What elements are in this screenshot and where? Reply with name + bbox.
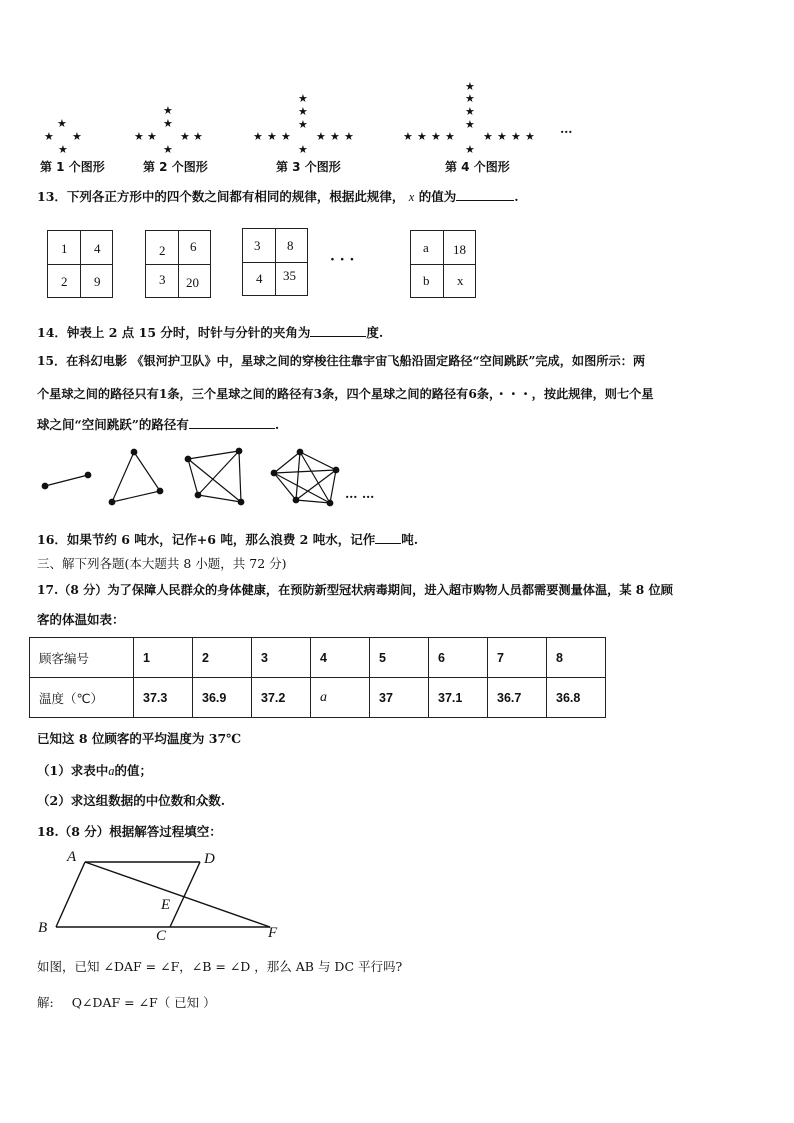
table-header-cell: 8 — [547, 638, 606, 678]
vertex-label-a: A — [67, 849, 77, 865]
q15-end: . — [274, 417, 280, 432]
vertex-label-b: B — [38, 920, 48, 936]
star-icon: ★ — [525, 130, 535, 143]
star-pattern-ellipsis: … — [560, 121, 573, 136]
question-15-line-3 — [37, 416, 279, 433]
star-icon: ★ — [298, 143, 308, 156]
square-cell: 4 — [256, 271, 263, 286]
square-cell: 2 — [61, 274, 68, 289]
square-cell: 1 — [61, 241, 68, 256]
star-icon: ★ — [298, 118, 308, 131]
square-cell: 35 — [283, 268, 296, 283]
q18-solution-label: 解: — [37, 995, 54, 1010]
table-row — [30, 678, 606, 718]
star-icon: ★ — [72, 130, 82, 143]
star-icon: ★ — [403, 130, 413, 143]
question-13 — [37, 188, 519, 205]
q13-var: x — [408, 190, 415, 204]
question-14 — [37, 324, 383, 341]
table-header-cell: 7 — [488, 638, 547, 678]
star-caption-4: 第 4 个图形 — [445, 160, 510, 174]
question-16 — [37, 531, 418, 548]
vertex-label-f: F — [268, 925, 278, 941]
star-icon: ★ — [465, 80, 475, 93]
table-cell: 37.3 — [134, 678, 193, 718]
star-icon: ★ — [445, 130, 455, 143]
q13-end: . — [514, 189, 519, 204]
square-cell: 2 — [159, 243, 166, 258]
star-icon: ★ — [58, 143, 68, 156]
q17-line-2: 客的体温如表： — [37, 612, 125, 627]
table-header-cell: 1 — [134, 638, 193, 678]
q17-sub-1 — [37, 763, 152, 779]
star-icon: ★ — [511, 130, 521, 143]
vertex-label-d: D — [204, 851, 215, 867]
vertex-label-c: C — [156, 928, 167, 944]
q18-question: 如图，已知 ∠DAF = ∠F，∠B = ∠D ，那么 AB 与 DC 平行吗? — [37, 959, 403, 974]
table-cell: 37.1 — [429, 678, 488, 718]
q18-solution-step: Q∠DAF = ∠F（ 已知 ） — [71, 995, 216, 1010]
star-icon: ★ — [497, 130, 507, 143]
table-cell: 36.9 — [193, 678, 252, 718]
table-cell: 37.2 — [252, 678, 311, 718]
star-caption-1: 第 1 个图形 — [40, 160, 105, 174]
q18-solution — [37, 995, 216, 1011]
star-caption-3: 第 3 个图形 — [276, 160, 341, 174]
star-icon: ★ — [147, 130, 157, 143]
table-cell: 36.7 — [488, 678, 547, 718]
star-icon: ★ — [163, 104, 173, 117]
q15-line-3: 球之间“空间跳跃”的路径有 — [37, 417, 189, 432]
temperature-table — [29, 637, 606, 718]
star-icon: ★ — [134, 130, 144, 143]
star-icon: ★ — [267, 130, 277, 143]
q13-text: 13．下列各正方形中的四个数之间都有相同的规律，根据此规律， — [37, 189, 405, 204]
q16-unit: 吨. — [401, 532, 419, 547]
star-icon: ★ — [193, 130, 203, 143]
star-icon: ★ — [330, 130, 340, 143]
square-cell: b — [423, 273, 430, 288]
table-header-cell: 3 — [252, 638, 311, 678]
star-icon: ★ — [465, 105, 475, 118]
q15-line-2: 个星球之间的路径只有1条，三个星球之间的路径有3条，四个星球之间的路径有6条，・・・，按此规律，则七个星 — [37, 387, 654, 401]
number-square-3 — [242, 228, 308, 296]
star-icon: ★ — [465, 118, 475, 131]
table-header-cell: 6 — [429, 638, 488, 678]
section-3-heading: 三、解下列各题(本大题共 8 小题，共 72 分) — [37, 556, 287, 571]
q14-unit: 度. — [366, 325, 384, 340]
star-icon: ★ — [344, 130, 354, 143]
q15-answer-blank[interactable] — [189, 416, 275, 429]
q17-sub-1-var: a — [108, 764, 115, 778]
q17-sub-1-pre: （1）求表中 — [37, 763, 109, 778]
q13-dots: · · · — [330, 252, 355, 268]
table-cell: 36.8 — [547, 678, 606, 718]
planet-path-diagrams — [0, 440, 400, 510]
q15-line-1: 15．在科幻电影 《银河护卫队》中，星球之间的穿梭往往靠宇宙飞船沿固定路径“空间跳跃”完成，如图所示：两 — [37, 354, 646, 368]
number-square-1 — [47, 230, 113, 298]
square-cell: 4 — [94, 241, 101, 256]
q16-text: 16．如果节约 6 吨水，记作+6 吨，那么浪费 2 吨水，记作 — [37, 532, 376, 547]
q15-dots: … … — [345, 486, 375, 501]
square-cell: 8 — [287, 238, 294, 253]
q17-sub-1-post: 的值； — [114, 763, 152, 778]
star-icon: ★ — [281, 130, 291, 143]
table-header-cell: 5 — [370, 638, 429, 678]
table-row — [30, 638, 606, 678]
table-cell: 温度（℃） — [30, 678, 134, 718]
star-icon: ★ — [483, 130, 493, 143]
vertex-label-e: E — [161, 897, 171, 913]
star-icon: ★ — [465, 92, 475, 105]
star-icon: ★ — [298, 92, 308, 105]
q17-given: 已知这 8 位顾客的平均温度为 37℃ — [37, 731, 242, 746]
q14-answer-blank[interactable] — [310, 324, 366, 337]
square-cell: x — [457, 273, 464, 288]
q16-answer-blank[interactable] — [375, 531, 401, 544]
table-header-cell: 2 — [193, 638, 252, 678]
q18-title: 18.（8 分）根据解答过程填空： — [37, 824, 222, 839]
star-icon: ★ — [163, 143, 173, 156]
q13-tail: 的值为 — [418, 189, 457, 204]
table-header-cell: 4 — [311, 638, 370, 678]
star-icon: ★ — [431, 130, 441, 143]
star-icon: ★ — [417, 130, 427, 143]
star-icon: ★ — [316, 130, 326, 143]
q17-sub-2: （2）求这组数据的中位数和众数. — [37, 793, 226, 808]
star-icon: ★ — [180, 130, 190, 143]
square-cell: 18 — [453, 242, 466, 257]
star-icon: ★ — [298, 105, 308, 118]
number-square-4 — [410, 230, 476, 298]
square-cell: 6 — [190, 239, 197, 254]
star-icon: ★ — [163, 117, 173, 130]
square-cell: 3 — [254, 238, 261, 253]
table-cell: 37 — [370, 678, 429, 718]
q14-text: 14．钟表上 2 点 15 分时，时针与分针的夹角为 — [37, 325, 311, 340]
square-cell: a — [423, 240, 429, 255]
table-cell: a — [311, 678, 370, 718]
star-icon: ★ — [57, 117, 67, 130]
square-cell: 3 — [159, 272, 166, 287]
square-cell: 20 — [186, 275, 199, 290]
number-square-2 — [145, 230, 211, 298]
star-icon: ★ — [465, 143, 475, 156]
q13-answer-blank[interactable] — [456, 188, 514, 201]
star-icon: ★ — [253, 130, 263, 143]
table-header-cell: 顾客编号 — [30, 638, 134, 678]
star-caption-2: 第 2 个图形 — [143, 160, 208, 174]
star-icon: ★ — [44, 130, 54, 143]
square-cell: 9 — [94, 274, 101, 289]
q17-line-1: 17.（8 分）为了保障人民群众的身体健康，在预防新型冠状病毒期间，进入超市购物人员都需要测量体温，某 8 位顾 — [37, 583, 673, 597]
